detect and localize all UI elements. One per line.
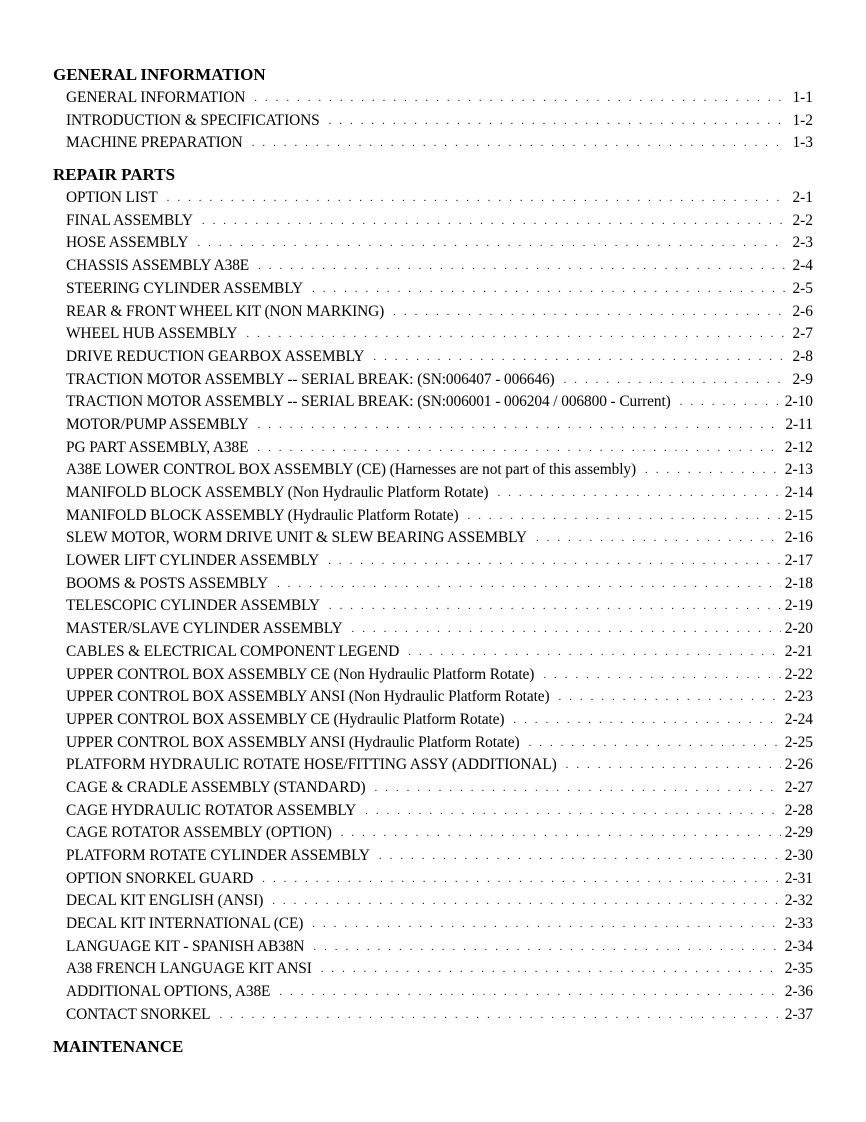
toc-entry-label: DRIVE REDUCTION GEARBOX ASSEMBLY <box>66 347 365 365</box>
toc-entry-page-number: 2-4 <box>792 257 813 275</box>
dot-leader <box>329 595 781 618</box>
dot-leader <box>564 369 785 392</box>
toc-entry-label: CAGE HYDRAULIC ROTATOR ASSEMBLY <box>66 801 357 819</box>
toc-entry[interactable] <box>53 641 813 664</box>
toc-entry-label: OPTION LIST <box>66 189 158 207</box>
toc-entry-label: MASTER/SLAVE CYLINDER ASSEMBLY <box>66 620 343 638</box>
toc-entry-label: DECAL KIT ENGLISH (ANSI) <box>66 892 264 910</box>
dot-leader <box>167 187 785 210</box>
toc-entry[interactable] <box>53 87 813 110</box>
toc-entry-page-number: 2-22 <box>784 665 813 683</box>
toc-entry-page-number: 2-11 <box>785 415 813 433</box>
toc-entry-label: BOOMS & POSTS ASSEMBLY <box>66 574 268 592</box>
toc-entry-page-number: 2-20 <box>784 620 813 638</box>
toc-entry-label: MANIFOLD BLOCK ASSEMBLY (Hydraulic Platform Rotate) <box>66 506 459 524</box>
toc-entry-label: REAR & FRONT WHEEL KIT (NON MARKING) <box>66 302 385 320</box>
toc-entry-label: STEERING CYLINDER ASSEMBLY <box>66 279 303 297</box>
toc-entry-page-number: 2-5 <box>792 279 813 297</box>
toc-entry[interactable] <box>53 187 813 210</box>
section-heading: REPAIR PARTS <box>53 165 176 185</box>
dot-leader <box>246 323 785 346</box>
dot-leader <box>559 686 781 709</box>
dot-leader <box>262 868 781 891</box>
toc-entry-page-number: 2-18 <box>784 574 813 592</box>
toc-entry[interactable] <box>53 527 813 550</box>
dot-leader <box>312 913 781 936</box>
toc-entry[interactable] <box>53 278 813 301</box>
dot-leader <box>543 664 780 687</box>
toc-entry-page-number: 2-30 <box>784 847 813 864</box>
toc-entry-label: PLATFORM ROTATE CYLINDER ASSEMBLY <box>66 847 370 864</box>
section-heading: GENERAL INFORMATION <box>53 65 266 84</box>
toc-entry-page-number: 2-26 <box>784 756 813 774</box>
toc-entry-label: INTRODUCTION & SPECIFICATIONS <box>66 111 320 129</box>
toc-entry[interactable] <box>53 754 813 777</box>
dot-leader <box>329 110 785 133</box>
toc-entry-label: SLEW MOTOR, WORM DRIVE UNIT & SLEW BEARING ASSEMBLY <box>66 529 527 547</box>
toc-entry[interactable] <box>53 369 813 392</box>
toc-entry-page-number: 2-37 <box>784 1005 813 1023</box>
toc-entry-page-number: 2-10 <box>784 393 813 411</box>
toc-entry-label: WHEEL HUB ASSEMBLY <box>66 325 238 343</box>
toc-section <box>53 164 813 1026</box>
toc-section <box>53 64 813 155</box>
toc-entry-label: DECAL KIT INTERNATIONAL (CE) <box>66 915 304 933</box>
toc-entry[interactable] <box>53 437 813 460</box>
toc-entry-page-number: 2-15 <box>784 506 813 524</box>
toc-entry[interactable] <box>53 550 813 573</box>
toc-entry-page-number: 2-36 <box>784 983 813 1001</box>
dot-leader <box>497 482 780 505</box>
dot-leader <box>352 618 781 641</box>
toc-entry[interactable] <box>53 210 813 233</box>
dot-leader <box>374 777 780 800</box>
dot-leader <box>197 232 785 255</box>
toc-entry-page-number: 2-19 <box>784 597 813 615</box>
toc-entry[interactable] <box>53 822 813 845</box>
dot-leader <box>365 800 781 823</box>
dot-leader <box>328 550 781 573</box>
dot-leader <box>258 255 785 278</box>
dot-leader <box>341 822 781 845</box>
toc-entry[interactable] <box>53 391 813 414</box>
toc-entry-label: PLATFORM HYDRAULIC ROTATE HOSE/FITTING ASSY (ADDITIONAL) <box>66 756 557 774</box>
toc-entry-page-number: 2-31 <box>784 869 813 887</box>
toc-entry-label: MACHINE PREPARATION <box>66 134 243 152</box>
dot-leader <box>536 527 781 550</box>
toc-entry[interactable] <box>53 709 813 732</box>
dot-leader <box>279 981 780 1004</box>
toc-entry[interactable] <box>53 777 813 800</box>
dot-leader <box>680 391 781 414</box>
toc-entry-page-number: 2-17 <box>784 552 813 570</box>
toc-entry-page-number: 2-6 <box>792 302 813 320</box>
toc-section <box>53 1036 813 1058</box>
dot-leader <box>254 87 785 110</box>
dot-leader <box>529 732 781 755</box>
toc-entry-label: UPPER CONTROL BOX ASSEMBLY CE (Hydraulic Platform Rotate) <box>66 710 505 728</box>
toc-entry[interactable] <box>53 346 813 369</box>
dot-leader <box>379 845 781 868</box>
toc-entry-page-number: 2-16 <box>784 529 813 547</box>
toc-entry[interactable] <box>53 573 813 596</box>
toc-entry[interactable] <box>53 686 813 709</box>
toc-entry-label: FINAL ASSEMBLY <box>66 211 193 229</box>
toc-entry[interactable] <box>53 936 813 959</box>
toc-entry-page-number: 2-21 <box>784 642 813 660</box>
toc-entry-page-number: 2-24 <box>784 710 813 728</box>
toc-entry-label: UPPER CONTROL BOX ASSEMBLY CE (Non Hydraulic Platform Rotate) <box>66 665 535 683</box>
toc-entry-page-number: 1-3 <box>792 134 813 152</box>
toc-entry-page-number: 2-32 <box>784 892 813 910</box>
toc-entry-page-number: 2-25 <box>784 733 813 751</box>
toc-entry[interactable] <box>53 958 813 981</box>
toc-entry-page-number: 2-7 <box>792 325 813 343</box>
toc-entry-page-number: 2-9 <box>792 370 813 388</box>
dot-leader <box>393 301 785 324</box>
toc-entry-label: OPTION SNORKEL GUARD <box>66 869 254 887</box>
toc-entry-label: CAGE ROTATOR ASSEMBLY (OPTION) <box>66 824 332 842</box>
toc-entry-label: PG PART ASSEMBLY, A38E <box>66 438 249 456</box>
toc-entry-label: CABLES & ELECTRICAL COMPONENT LEGEND <box>66 642 400 660</box>
dot-leader <box>321 958 781 981</box>
dot-leader <box>313 936 780 959</box>
dot-leader <box>257 437 780 460</box>
toc-entry-label: GENERAL INFORMATION <box>66 89 246 106</box>
toc-entry-label: A38 FRENCH LANGUAGE KIT ANSI <box>66 960 312 978</box>
toc-entry[interactable] <box>53 595 813 618</box>
toc-entry[interactable] <box>53 482 813 505</box>
toc-entry-label: MANIFOLD BLOCK ASSEMBLY (Non Hydraulic Platform Rotate) <box>66 484 489 501</box>
toc-entry-page-number: 2-29 <box>784 824 813 842</box>
toc-entry-label: LOWER LIFT CYLINDER ASSEMBLY <box>66 552 320 570</box>
toc-entry-page-number: 2-35 <box>784 960 813 978</box>
dot-leader <box>373 346 785 369</box>
dot-leader <box>645 459 781 482</box>
section-heading: MAINTENANCE <box>53 1036 184 1056</box>
toc-entry-label: LANGUAGE KIT - SPANISH AB38N <box>66 937 305 955</box>
toc-entry-page-number: 1-1 <box>792 89 813 106</box>
toc-entry[interactable] <box>53 845 813 868</box>
toc-entry-label: TRACTION MOTOR ASSEMBLY -- SERIAL BREAK: (SN:006407 - 006646) <box>66 370 555 388</box>
toc-entry[interactable] <box>53 732 813 755</box>
toc-entry[interactable] <box>53 414 813 437</box>
toc-entry-page-number: 2-3 <box>792 234 813 252</box>
toc-entry-page-number: 2-13 <box>784 461 813 479</box>
dot-leader <box>312 278 785 301</box>
toc-entry-label: A38E LOWER CONTROL BOX ASSEMBLY (CE) (Harnesses are not part of this assembly) <box>66 461 637 479</box>
toc-entry[interactable] <box>53 800 813 823</box>
toc-entry[interactable] <box>53 132 813 155</box>
toc-entry-page-number: 2-23 <box>784 688 813 706</box>
dot-leader <box>513 709 780 732</box>
toc-entry[interactable] <box>53 110 813 133</box>
toc-entry[interactable] <box>53 618 813 641</box>
toc-entry-label: UPPER CONTROL BOX ASSEMBLY ANSI (Hydraulic Platform Rotate) <box>66 733 520 751</box>
toc-entry-label: ADDITIONAL OPTIONS, A38E <box>66 983 271 1001</box>
dot-leader <box>272 890 781 913</box>
toc-entry-page-number: 2-33 <box>784 915 813 933</box>
toc-entry[interactable] <box>53 664 813 687</box>
toc-entry-page-number: 2-8 <box>792 347 813 365</box>
toc-entry[interactable] <box>53 981 813 1004</box>
toc-entry-label: CHASSIS ASSEMBLY A38E <box>66 257 250 275</box>
toc-entry[interactable] <box>53 913 813 936</box>
toc-entry[interactable] <box>53 890 813 913</box>
dot-leader <box>202 210 785 233</box>
toc-entry[interactable] <box>53 301 813 324</box>
toc-entry[interactable] <box>53 255 813 278</box>
toc-entry[interactable] <box>53 459 813 482</box>
toc-entry-label: TRACTION MOTOR ASSEMBLY -- SERIAL BREAK: (SN:006001 - 006204 / 006800 - Current) <box>66 393 671 411</box>
dot-leader <box>252 132 785 155</box>
toc-entry[interactable] <box>53 323 813 346</box>
toc-entry[interactable] <box>53 232 813 255</box>
toc-entry-page-number: 2-27 <box>784 778 813 796</box>
toc-entry-page-number: 1-2 <box>792 111 813 129</box>
toc-entry-page-number: 2-2 <box>792 211 813 229</box>
toc-entry-label: CAGE & CRADLE ASSEMBLY (STANDARD) <box>66 778 366 796</box>
toc-entry-label: MOTOR/PUMP ASSEMBLY <box>66 415 249 433</box>
toc-entry[interactable] <box>53 505 813 528</box>
toc-entry-page-number: 2-1 <box>792 189 813 207</box>
toc-entry-page-number: 2-14 <box>784 484 813 501</box>
dot-leader <box>408 641 781 664</box>
toc-entry-label: TELESCOPIC CYLINDER ASSEMBLY <box>66 597 320 615</box>
dot-leader <box>220 1004 781 1027</box>
dot-leader <box>566 754 781 777</box>
toc-entry[interactable] <box>53 1004 813 1027</box>
toc-entry-label: CONTACT SNORKEL <box>66 1005 211 1023</box>
toc-entry-label: HOSE ASSEMBLY <box>66 234 189 252</box>
toc-entry-page-number: 2-28 <box>784 801 813 819</box>
toc-entry-page-number: 2-34 <box>784 937 813 955</box>
dot-leader <box>277 573 781 596</box>
dot-leader <box>468 505 781 528</box>
toc-entry-label: UPPER CONTROL BOX ASSEMBLY ANSI (Non Hydraulic Platform Rotate) <box>66 688 550 706</box>
dot-leader <box>258 414 782 437</box>
toc-entry-page-number: 2-12 <box>784 438 813 456</box>
toc-entry[interactable] <box>53 868 813 891</box>
table-of-contents <box>53 64 813 1059</box>
